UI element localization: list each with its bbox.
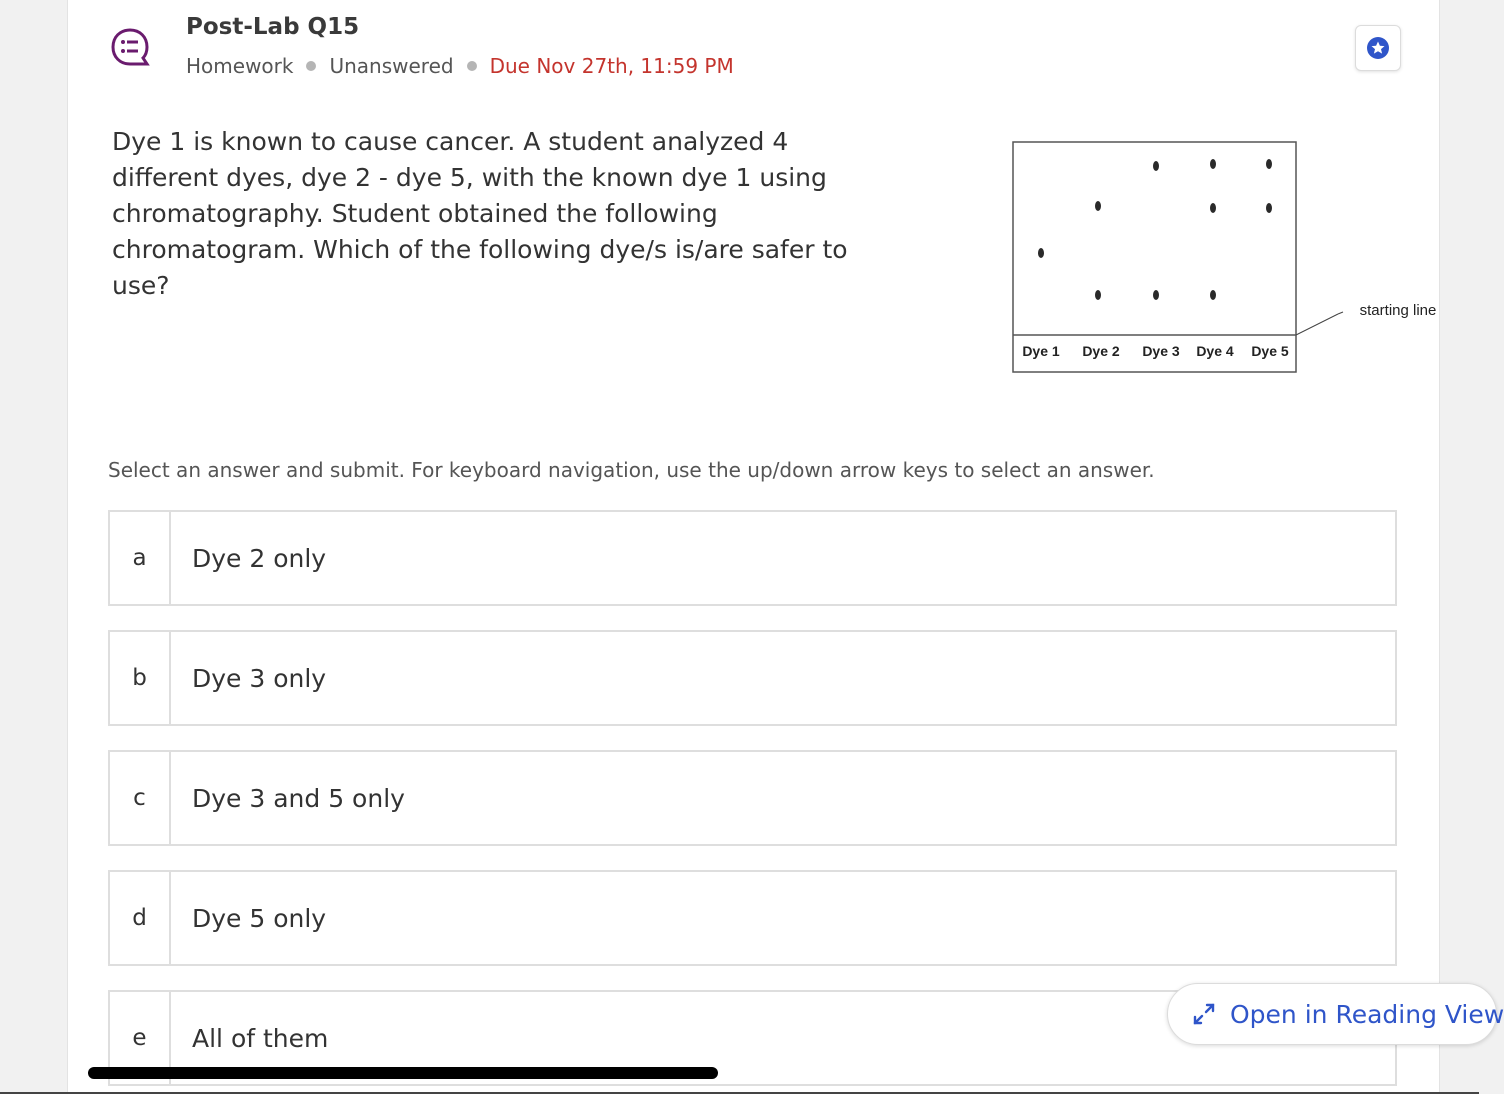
separator-dot bbox=[306, 61, 316, 71]
question-list-icon bbox=[110, 27, 150, 67]
spot bbox=[1210, 203, 1216, 213]
option-letter: d bbox=[110, 872, 171, 964]
expand-arrows-icon bbox=[1190, 1000, 1218, 1028]
open-reading-view-button[interactable] bbox=[1167, 983, 1504, 1045]
status-label: Unanswered bbox=[329, 54, 454, 78]
reading-view-label: Open in Reading View bbox=[1230, 999, 1504, 1029]
option-letter: c bbox=[110, 752, 171, 844]
separator-dot bbox=[467, 61, 477, 71]
page-title: Post-Lab Q15 bbox=[186, 14, 360, 40]
spot bbox=[1210, 159, 1216, 169]
option-text: Dye 3 and 5 only bbox=[192, 783, 405, 813]
spot bbox=[1210, 290, 1216, 300]
starting-line-label: starting line bbox=[1359, 302, 1437, 319]
option-text: All of them bbox=[192, 1023, 329, 1053]
question-meta bbox=[186, 54, 734, 78]
answer-option-d[interactable] bbox=[108, 870, 1397, 966]
due-date: Due Nov 27th, 11:59 PM bbox=[489, 54, 734, 78]
question-text: Dye 1 is known to cause cancer. A student analyzed 4 different dyes, dye 2 - dye 5, with the known dye 1 using chromatography. Student obtained the following chromatogram. Which of the following dye/s is/are safer to use? bbox=[112, 127, 848, 300]
instruction-text: Select an answer and submit. For keyboard navigation, use the up/down arrow keys to select an answer. bbox=[108, 458, 1155, 482]
option-letter: b bbox=[110, 632, 171, 724]
spot bbox=[1095, 201, 1101, 211]
answer-option-a[interactable] bbox=[108, 510, 1397, 606]
star-icon bbox=[1366, 36, 1390, 60]
question-card bbox=[67, 0, 1440, 1094]
option-text: Dye 2 only bbox=[192, 543, 327, 573]
answer-option-b[interactable] bbox=[108, 630, 1397, 726]
lane-label: Dye 2 bbox=[1082, 343, 1120, 359]
option-letter: e bbox=[110, 992, 171, 1084]
spot bbox=[1153, 290, 1159, 300]
spot bbox=[1095, 290, 1101, 300]
spot bbox=[1038, 248, 1044, 258]
spot bbox=[1266, 159, 1272, 169]
horizontal-scrollbar[interactable] bbox=[88, 1067, 718, 1079]
spot bbox=[1266, 203, 1272, 213]
category-label: Homework bbox=[186, 54, 294, 78]
option-text: Dye 3 only bbox=[192, 663, 327, 693]
spot bbox=[1153, 161, 1159, 171]
option-text: Dye 5 only bbox=[192, 903, 327, 933]
bookmark-button[interactable] bbox=[1355, 25, 1401, 71]
chromatogram-figure bbox=[1008, 135, 1437, 380]
answer-option-c[interactable] bbox=[108, 750, 1397, 846]
lane-label: Dye 1 bbox=[1022, 343, 1060, 359]
lane-label: Dye 3 bbox=[1142, 343, 1180, 359]
lane-label: Dye 5 bbox=[1251, 343, 1289, 359]
option-letter: a bbox=[110, 512, 171, 604]
lane-label: Dye 4 bbox=[1196, 343, 1234, 359]
